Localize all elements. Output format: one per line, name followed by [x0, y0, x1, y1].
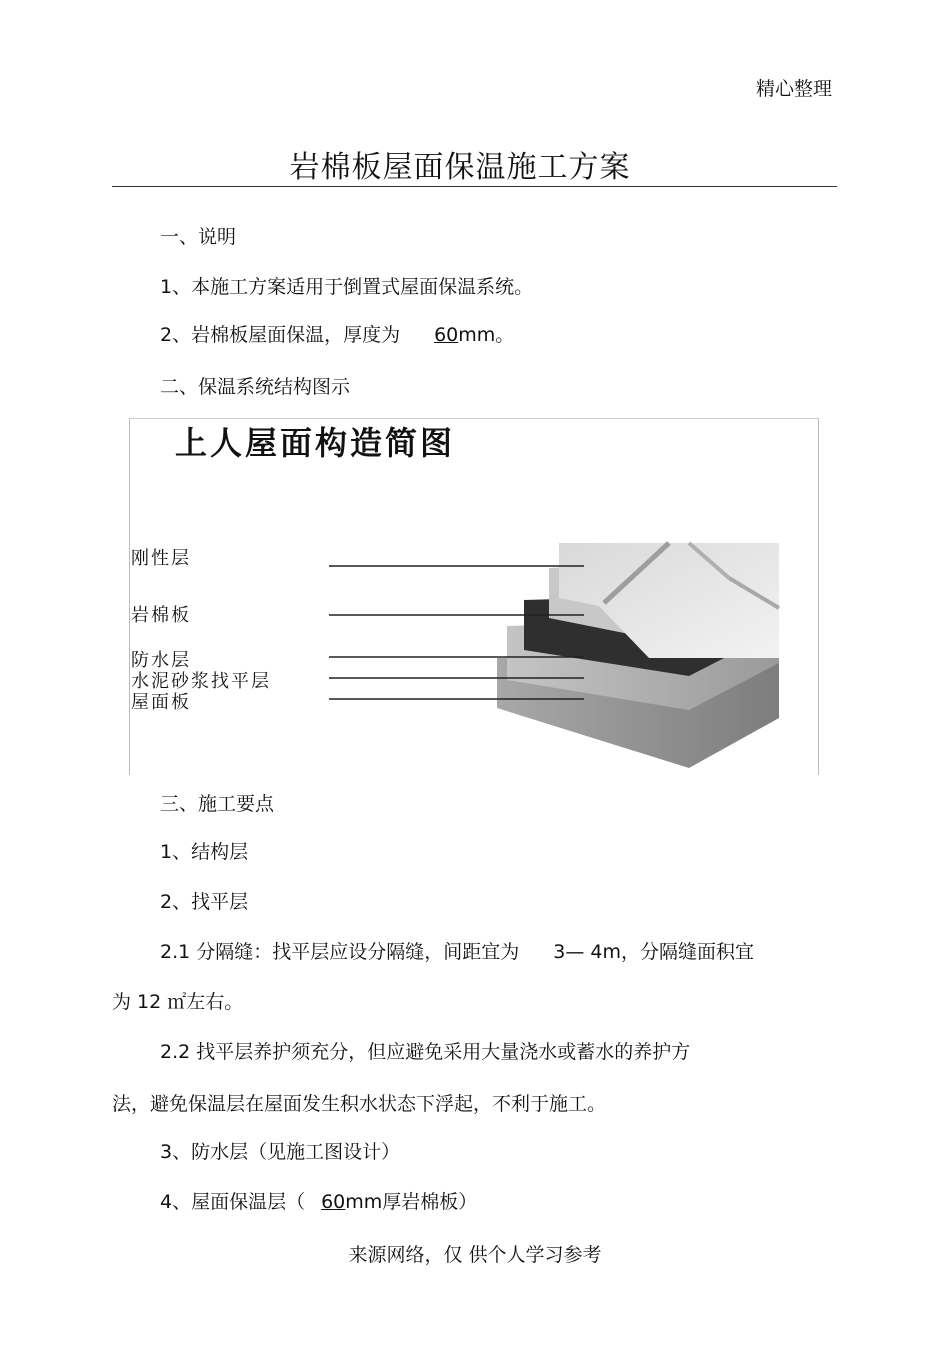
- layer-label-slab: 屋面板: [131, 692, 191, 713]
- section-3-item-4: [160, 1190, 477, 1214]
- section-1-heading: 一、说明: [160, 226, 237, 248]
- document-title: 岩棉板屋面保温施工方案: [289, 150, 631, 185]
- section-3-item-2-2-cont: 法，避免保温层在屋面发生积水状态下浮起，不利于施工。: [112, 1093, 607, 1115]
- section-3-item-1: 1、结构层: [160, 841, 249, 863]
- section-1-item-2: [160, 323, 514, 347]
- layer-label-mortar: 水泥砂浆找平层: [131, 671, 271, 692]
- figure-title: 上人屋面构造简图: [175, 424, 456, 462]
- item-4-text-pre: 4、屋面保温层（: [160, 1191, 306, 1213]
- layer-label-rigid: 刚性层: [131, 548, 191, 569]
- section-3-item-2: 2、找平层: [160, 891, 249, 913]
- section-1-item-1: 1、本施工方案适用于倒置式屋面保温系统。: [160, 276, 534, 298]
- section-3-item-2-1-cont: 为 12 ㎡左右。: [112, 991, 244, 1013]
- footer-note: 来源网络，仅 供个人学习参考: [348, 1244, 602, 1266]
- item-2-1-text-a: 2.1 分隔缝：找平层应设分隔缝，间距宜为: [160, 941, 520, 963]
- layer-label-waterproof: 防水层: [131, 650, 191, 671]
- layer-label-rockwool: 岩棉板: [131, 605, 191, 626]
- item-2-text: 2、岩棉板屋面保温，厚度为: [160, 324, 401, 346]
- section-3-item-2-2: 2.2 找平层养护须充分，但应避免采用大量浇水或蓄水的养护方: [160, 1041, 691, 1063]
- item-2-1-text-b: 3— 4m，分隔缝面积宜: [553, 941, 754, 963]
- thickness-unit: mm。: [458, 324, 515, 346]
- section-3-item-2-1: [160, 940, 754, 964]
- thickness-value: 60: [434, 324, 459, 346]
- section-3-heading: 三、施工要点: [160, 793, 275, 815]
- item-4-thickness: 60: [321, 1191, 346, 1213]
- title-underline: [112, 186, 837, 187]
- item-4-text-post: mm厚岩棉板）: [345, 1191, 478, 1213]
- header-note: 精心整理: [755, 78, 832, 100]
- roof-layers-illustration: [129, 418, 819, 775]
- section-3-item-3: 3、防水层（见施工图设计）: [160, 1141, 401, 1163]
- section-2-heading: 二、保温系统结构图示: [160, 376, 351, 398]
- roof-structure-figure: [129, 418, 819, 775]
